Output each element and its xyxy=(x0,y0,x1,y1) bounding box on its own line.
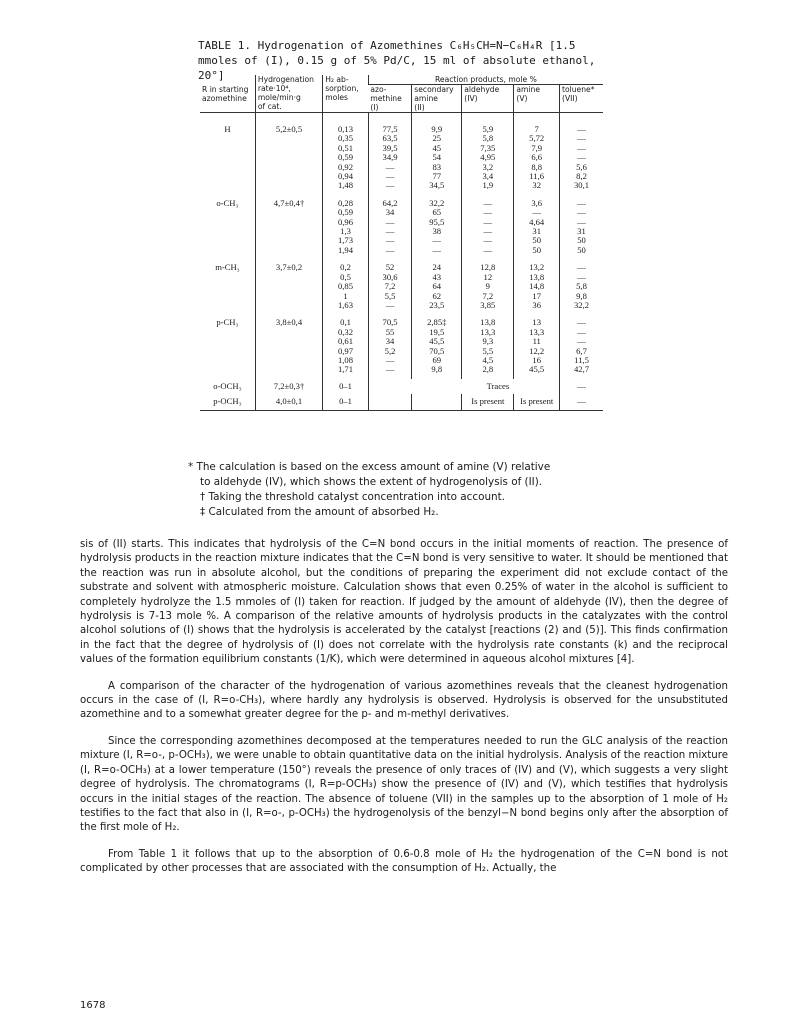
cell-ald: — — — — — — xyxy=(462,195,514,259)
header-rate: Hydrogenation rate·10⁴, mole/min·g of cat. xyxy=(255,75,322,113)
table-row xyxy=(200,379,603,394)
paragraph-2: A comparison of the character of the hydrogenation of various azomethines reveals that the cleanest hydrogenation occurs in the case of (I, R=o-CH₃), where hardly any hydrolysis is observed. Hydrolysis is observed for the unsubstituted azomethine and to a somewhat greater degree for the p- and m-methyl derivatives. xyxy=(80,680,728,721)
cell-h2: 0–1 xyxy=(323,379,369,394)
body-text xyxy=(80,538,728,889)
cell-traces: Traces xyxy=(368,379,559,394)
cell-r: m-CH₃ xyxy=(215,262,240,273)
cell-h2: 0,13 0,35 0,51 0,59 0,92 0,94 1,48 xyxy=(323,113,369,195)
cell-r: p-OCH₃ xyxy=(200,394,255,410)
cell-tol: — — 5,8 9,8 32,2 xyxy=(560,259,603,314)
caption-line-1: TABLE 1. Hydrogenation of Azomethines C₆H₅CH=N−C₆H₄R [1.5 xyxy=(198,39,576,52)
cell-h2: 0,2 0,5 0,85 1 1,63 xyxy=(323,259,369,314)
table-1 xyxy=(200,75,603,411)
cell-r: p-CH₃ xyxy=(216,317,239,328)
cell-sec: 24 43 64 62 23,5 xyxy=(412,259,462,314)
cell-amine: 3,6 — 4,64 31 50 50 xyxy=(514,195,560,259)
cell-azo: 64,2 34 — — — — xyxy=(368,195,411,259)
cell-azo: 70,5 55 34 5,2 — — xyxy=(368,314,411,378)
cell-tol: — — — — 5,6 8,2 30,1 xyxy=(560,113,603,195)
footnote-asterisk: * The calculation is based on the excess amount of amine (V) relative xyxy=(188,461,551,473)
cell-sec: 32,2 65 95,5 38 — — xyxy=(412,195,462,259)
paragraph-3: Since the corresponding azomethines decomposed at the temperatures needed to run the GLC analysis of the reaction mixture (I, R=o-, p-OCH₃), we were unable to obtain quantitative data on the initial hydrolysis. Analysis of the reaction mixture (I, R=o-OCH₃) at a lower temperature (150°) reveals the presence of only traces of (IV) and (V), which suggests a very slight degree of hydrolysis. The chromatograms (I, R=p-OCH₃) show the presence of (IV) and (V), which testifies that hydrolysis occurs in the initial stages of the reaction. The absence of toluene (VII) in the samples up to the absorption of 1 mole of H₂ testifies to the fact that also in (I, R=o-, p-OCH₃) the hydrogenolysis of the benzyl−N bond begins only after the absorption of the first mole of H₂. xyxy=(80,735,728,834)
footnote-double-dagger: ‡ Calculated from the amount of absorbed H₂. xyxy=(200,506,439,518)
header-azomethine: azo- methine (I) xyxy=(368,85,411,113)
cell-azo xyxy=(368,394,411,410)
table-footnotes xyxy=(188,460,628,520)
cell-sec: 9,9 25 45 54 83 77 34,5 xyxy=(412,113,462,195)
cell-h2: 0,28 0,59 0,96 1,3 1,73 1,94 xyxy=(323,195,369,259)
cell-tol: — xyxy=(560,379,603,394)
paragraph-4: From Table 1 it follows that up to the absorption of 0.6-0.8 mole of H₂ the hydrogenation of the C=N bond is not complicated by other processes that are associated with the consumption of H₂. Actually, the xyxy=(80,848,728,875)
cell-h2: 0–1 xyxy=(323,394,369,410)
header-aldehyde: aldehyde (IV) xyxy=(462,85,514,113)
cell-r: o-CH₃ xyxy=(216,197,239,208)
cell-tol: — — — 31 50 50 xyxy=(560,195,603,259)
cell-amine: 7 5,72 7,9 6,6 8,8 11,6 32 xyxy=(514,113,560,195)
cell-rate: 4,0±0,1 xyxy=(255,394,322,410)
cell-rate: 4,7±0,4† xyxy=(255,195,322,259)
cell-amine: 13 13,3 11 12,2 16 45,5 xyxy=(514,314,560,378)
cell-rate: 5,2±0,5 xyxy=(255,113,322,195)
cell-amine: 13,2 13,8 14,8 17 36 xyxy=(514,259,560,314)
header-secondary-amine: secondary amine (II) xyxy=(412,85,462,113)
cell-tol: — — — 6,7 11,5 42,7 xyxy=(560,314,603,378)
cell-tol: — xyxy=(560,394,603,410)
header-toluene: toluene* (VII) xyxy=(560,85,603,113)
cell-amine: Is present xyxy=(514,394,560,410)
table-row xyxy=(200,195,603,259)
cell-ald: Is present xyxy=(462,394,514,410)
cell-ald: 13,8 13,3 9,3 5,5 4,5 2,8 xyxy=(462,314,514,378)
cell-azo: 52 30,6 7,2 5,5 — xyxy=(368,259,411,314)
cell-r: o-OCH₃ xyxy=(213,380,242,391)
header-products: Reaction products, mole % xyxy=(368,75,603,85)
header-h2: H₂ ab- sorption, moles xyxy=(323,75,369,113)
cell-sec xyxy=(412,394,462,410)
table-row xyxy=(200,113,603,195)
header-amine: amine (V) xyxy=(514,85,560,113)
table-row xyxy=(200,394,603,410)
cell-h2: 0,1 0,32 0,61 0,97 1,08 1,71 xyxy=(323,314,369,378)
cell-rate: 3,7±0,2 xyxy=(255,259,322,314)
caption-line-2: mmoles of (I), 0.15 g of 5% Pd/C, 15 ml of absolute ethanol, 20°] xyxy=(198,54,596,82)
footnote-dagger: † Taking the threshold catalyst concentration into account. xyxy=(200,491,505,503)
paragraph-1: sis of (II) starts. This indicates that hydrolysis of the C=N bond occurs in the initial moments of reaction. The presence of hydrolysis products in the reaction mixture indicates that the C=N bond is very sensitive to water. It should be mentioned that the reaction was run in absolute alcohol, but the conditions of preparing the experiment did not exclude contact of the substrate and solvent with atmospheric moisture. Calculation shows that even 0.25% of water in the alcohol is sufficient to completely hydrolyze the 1.5 mmoles of (I) taken for reaction. If judged by the amount of aldehyde (IV), then the degree of hydrolysis is 7-13 mole %. A comparison of the relative amounts of hydrolysis products in the catalyzates with the control alcohol solutions of (I) shows that the hydrolysis is accelerated by the catalyst [reactions (2) and (5)]. This finds confirmation in the fact that the degree of hydrolysis of (I) does not correlate with the hydrolysis rate constants (k) and the reciprocal values of the formation equilibrium constants (1/K), which were determined in aqueous alcohol mixtures [4]. xyxy=(80,539,728,666)
header-r: R in starting azomethine xyxy=(200,75,255,113)
footnote-asterisk-cont: to aldehyde (IV), which shows the extent of hydrogenolysis of (II). xyxy=(200,476,543,488)
cell-r: H xyxy=(224,124,231,134)
cell-ald: 5,9 5,8 7,35 4,95 3,2 3,4 1,9 xyxy=(462,113,514,195)
table-row xyxy=(200,314,603,378)
cell-rate: 3,8±0,4 xyxy=(255,314,322,378)
cell-azo: 77,5 63,5 39,5 34,9 — — — xyxy=(368,113,411,195)
cell-ald: 12,8 12 9 7,2 3,85 xyxy=(462,259,514,314)
cell-sec: 2,85‡ 19,5 45,5 70,5 69 9,8 xyxy=(412,314,462,378)
cell-rate: 7,2±0,3† xyxy=(255,379,322,394)
page-number: 1678 xyxy=(80,1000,106,1011)
table-row xyxy=(200,259,603,314)
